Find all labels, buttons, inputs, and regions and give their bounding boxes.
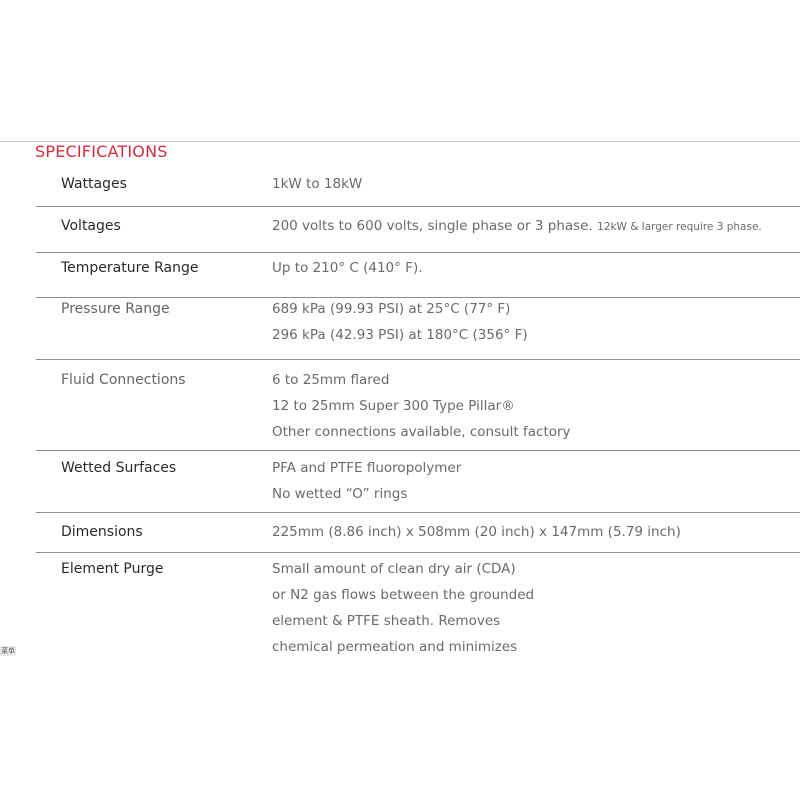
spec-value: or N2 gas flows between the grounded <box>272 587 535 603</box>
row-divider <box>36 450 800 451</box>
row-divider <box>36 359 800 360</box>
spec-value: 12 to 25mm Super 300 Type Pillar® <box>272 398 515 414</box>
spec-value: Other connections available, consult factory <box>272 424 571 440</box>
spec-value: Small amount of clean dry air (CDA) <box>272 561 516 577</box>
spec-label: Fluid Connections <box>61 372 186 388</box>
spec-note: 12kW & larger require 3 phase. <box>597 221 762 233</box>
side-menu-tab[interactable]: 菜单 <box>1 647 15 655</box>
spec-label: Element Purge <box>61 561 164 577</box>
row-divider <box>36 206 800 207</box>
spec-value: 689 kPa (99.93 PSI) at 25°C (77° F) <box>272 301 511 317</box>
spec-values <box>272 455 461 507</box>
spec-values <box>272 519 681 545</box>
section-title: SPECIFICATIONS <box>35 142 168 161</box>
spec-value: No wetted “O” rings <box>272 486 408 502</box>
spec-label: Pressure Range <box>61 301 170 317</box>
row-divider <box>36 552 800 553</box>
row-divider <box>36 252 800 253</box>
spec-value: element & PTFE sheath. Removes <box>272 613 501 629</box>
spec-label: Wetted Surfaces <box>61 460 177 476</box>
row-divider <box>36 512 800 513</box>
spec-value: 6 to 25mm flared <box>272 372 390 388</box>
spec-values <box>272 255 423 281</box>
spec-values <box>272 213 762 240</box>
spec-label: Wattages <box>61 176 127 192</box>
spec-value: PFA and PTFE fluoropolymer <box>272 460 462 476</box>
spec-values <box>272 367 571 445</box>
spec-values <box>272 171 362 197</box>
spec-values <box>272 556 534 660</box>
spec-label: Temperature Range <box>61 260 199 276</box>
spec-values <box>272 296 528 348</box>
spec-value: Up to 210° C (410° F). <box>272 260 423 276</box>
spec-value: 225mm (8.86 inch) x 508mm (20 inch) x 147mm (5.79 inch) <box>272 524 681 540</box>
spec-value: 1kW to 18kW <box>272 176 363 192</box>
spec-value: 200 volts to 600 volts, single phase or 3 phase. <box>272 218 593 234</box>
spec-value: chemical permeation and minimizes <box>272 639 518 655</box>
spec-label: Dimensions <box>61 524 143 540</box>
spec-label: Voltages <box>61 218 121 234</box>
spec-value: 296 kPa (42.93 PSI) at 180°C (356° F) <box>272 327 528 343</box>
